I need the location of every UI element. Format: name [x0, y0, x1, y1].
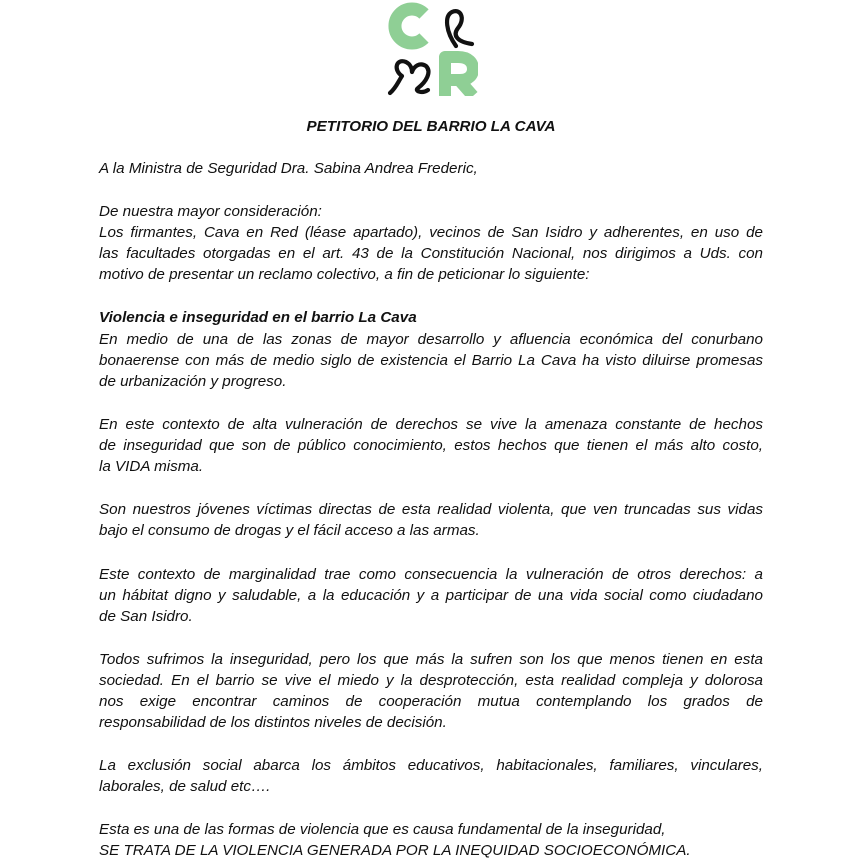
paragraph-line: Son nuestros jóvenes víctimas directas de esta realidad violenta, que ven truncadas sus vidas [99, 501, 763, 518]
paragraph-line: sociedad. En el barrio se vive el miedo y la desprotección, esta realidad compleja y dolorosa [99, 672, 763, 689]
paragraph-line: bajo el consumo de drogas y el fácil acceso a las armas. [99, 522, 480, 539]
logo-letter-r [445, 57, 473, 96]
intro-line: las facultades otorgadas en el art. 43 de la Constitución Nacional, nos dirigimos a Uds. con [99, 245, 763, 262]
paragraph-line: La exclusión social abarca los ámbitos educativos, habitacionales, familiares, vinculares, [99, 757, 763, 774]
paragraph-line: SE TRATA DE LA VIOLENCIA GENERADA POR LA INEQUIDAD SOCIOECONÓMICA. [99, 842, 691, 859]
intro-line: motivo de presentar un reclamo colectivo, a fin de peticionar lo siguiente: [99, 266, 590, 283]
paragraph-line: Este contexto de marginalidad trae como consecuencia la vulneración de otros derechos: a [99, 566, 763, 583]
paragraph-line: En medio de una de las zonas de mayor desarrollo y afluencia económica del conurbano [99, 331, 763, 348]
intro-line: De nuestra mayor consideración: [99, 203, 322, 220]
logo-heart [390, 61, 428, 93]
paragraph-line: de urbanización y progreso. [99, 373, 287, 390]
paragraph-line: un hábitat digno y saludable, a la educación y a participar de una vida social como ciudadano [99, 587, 763, 604]
paragraph-line: de San Isidro. [99, 608, 193, 625]
paragraph-line: En este contexto de alta vulneración de derechos se vive la amenaza constante de hechos [99, 416, 763, 433]
paragraph-line: de inseguridad que son de público conocimiento, estos hechos que tienen el más alto costo, [99, 437, 763, 454]
paragraph-line: bonaerense con más de medio siglo de existencia el Barrio La Cava ha visto diluirse promesas [99, 352, 763, 369]
document-title: PETITORIO DEL BARRIO LA CAVA [306, 118, 556, 135]
intro-line: Los firmantes, Cava en Red (léase apartado), vecinos de San Isidro y adherentes, en uso de [99, 224, 763, 241]
paragraph-line: la VIDA misma. [99, 458, 204, 475]
paragraph-line: Todos sufrimos la inseguridad, pero los que más la sufren son los que menos tienen en esta [99, 651, 763, 668]
salutation: A la Ministra de Seguridad Dra. Sabina Andrea Frederic, [99, 160, 478, 177]
logo-letter-c [395, 9, 424, 43]
section-heading: Violencia e inseguridad en el barrio La Cava [99, 309, 417, 326]
paragraph-line: nos exige encontrar caminos de cooperación mutua contemplando los grados de [99, 693, 763, 710]
paragraph-line: responsabilidad de los distintos niveles de decisión. [99, 714, 447, 731]
cava-en-red-logo [386, 2, 478, 96]
logo-letter-l [447, 11, 472, 46]
paragraph-line: laborales, de salud etc…. [99, 778, 271, 795]
paragraph-line: Esta es una de las formas de violencia que es causa fundamental de la inseguridad, [99, 821, 666, 838]
